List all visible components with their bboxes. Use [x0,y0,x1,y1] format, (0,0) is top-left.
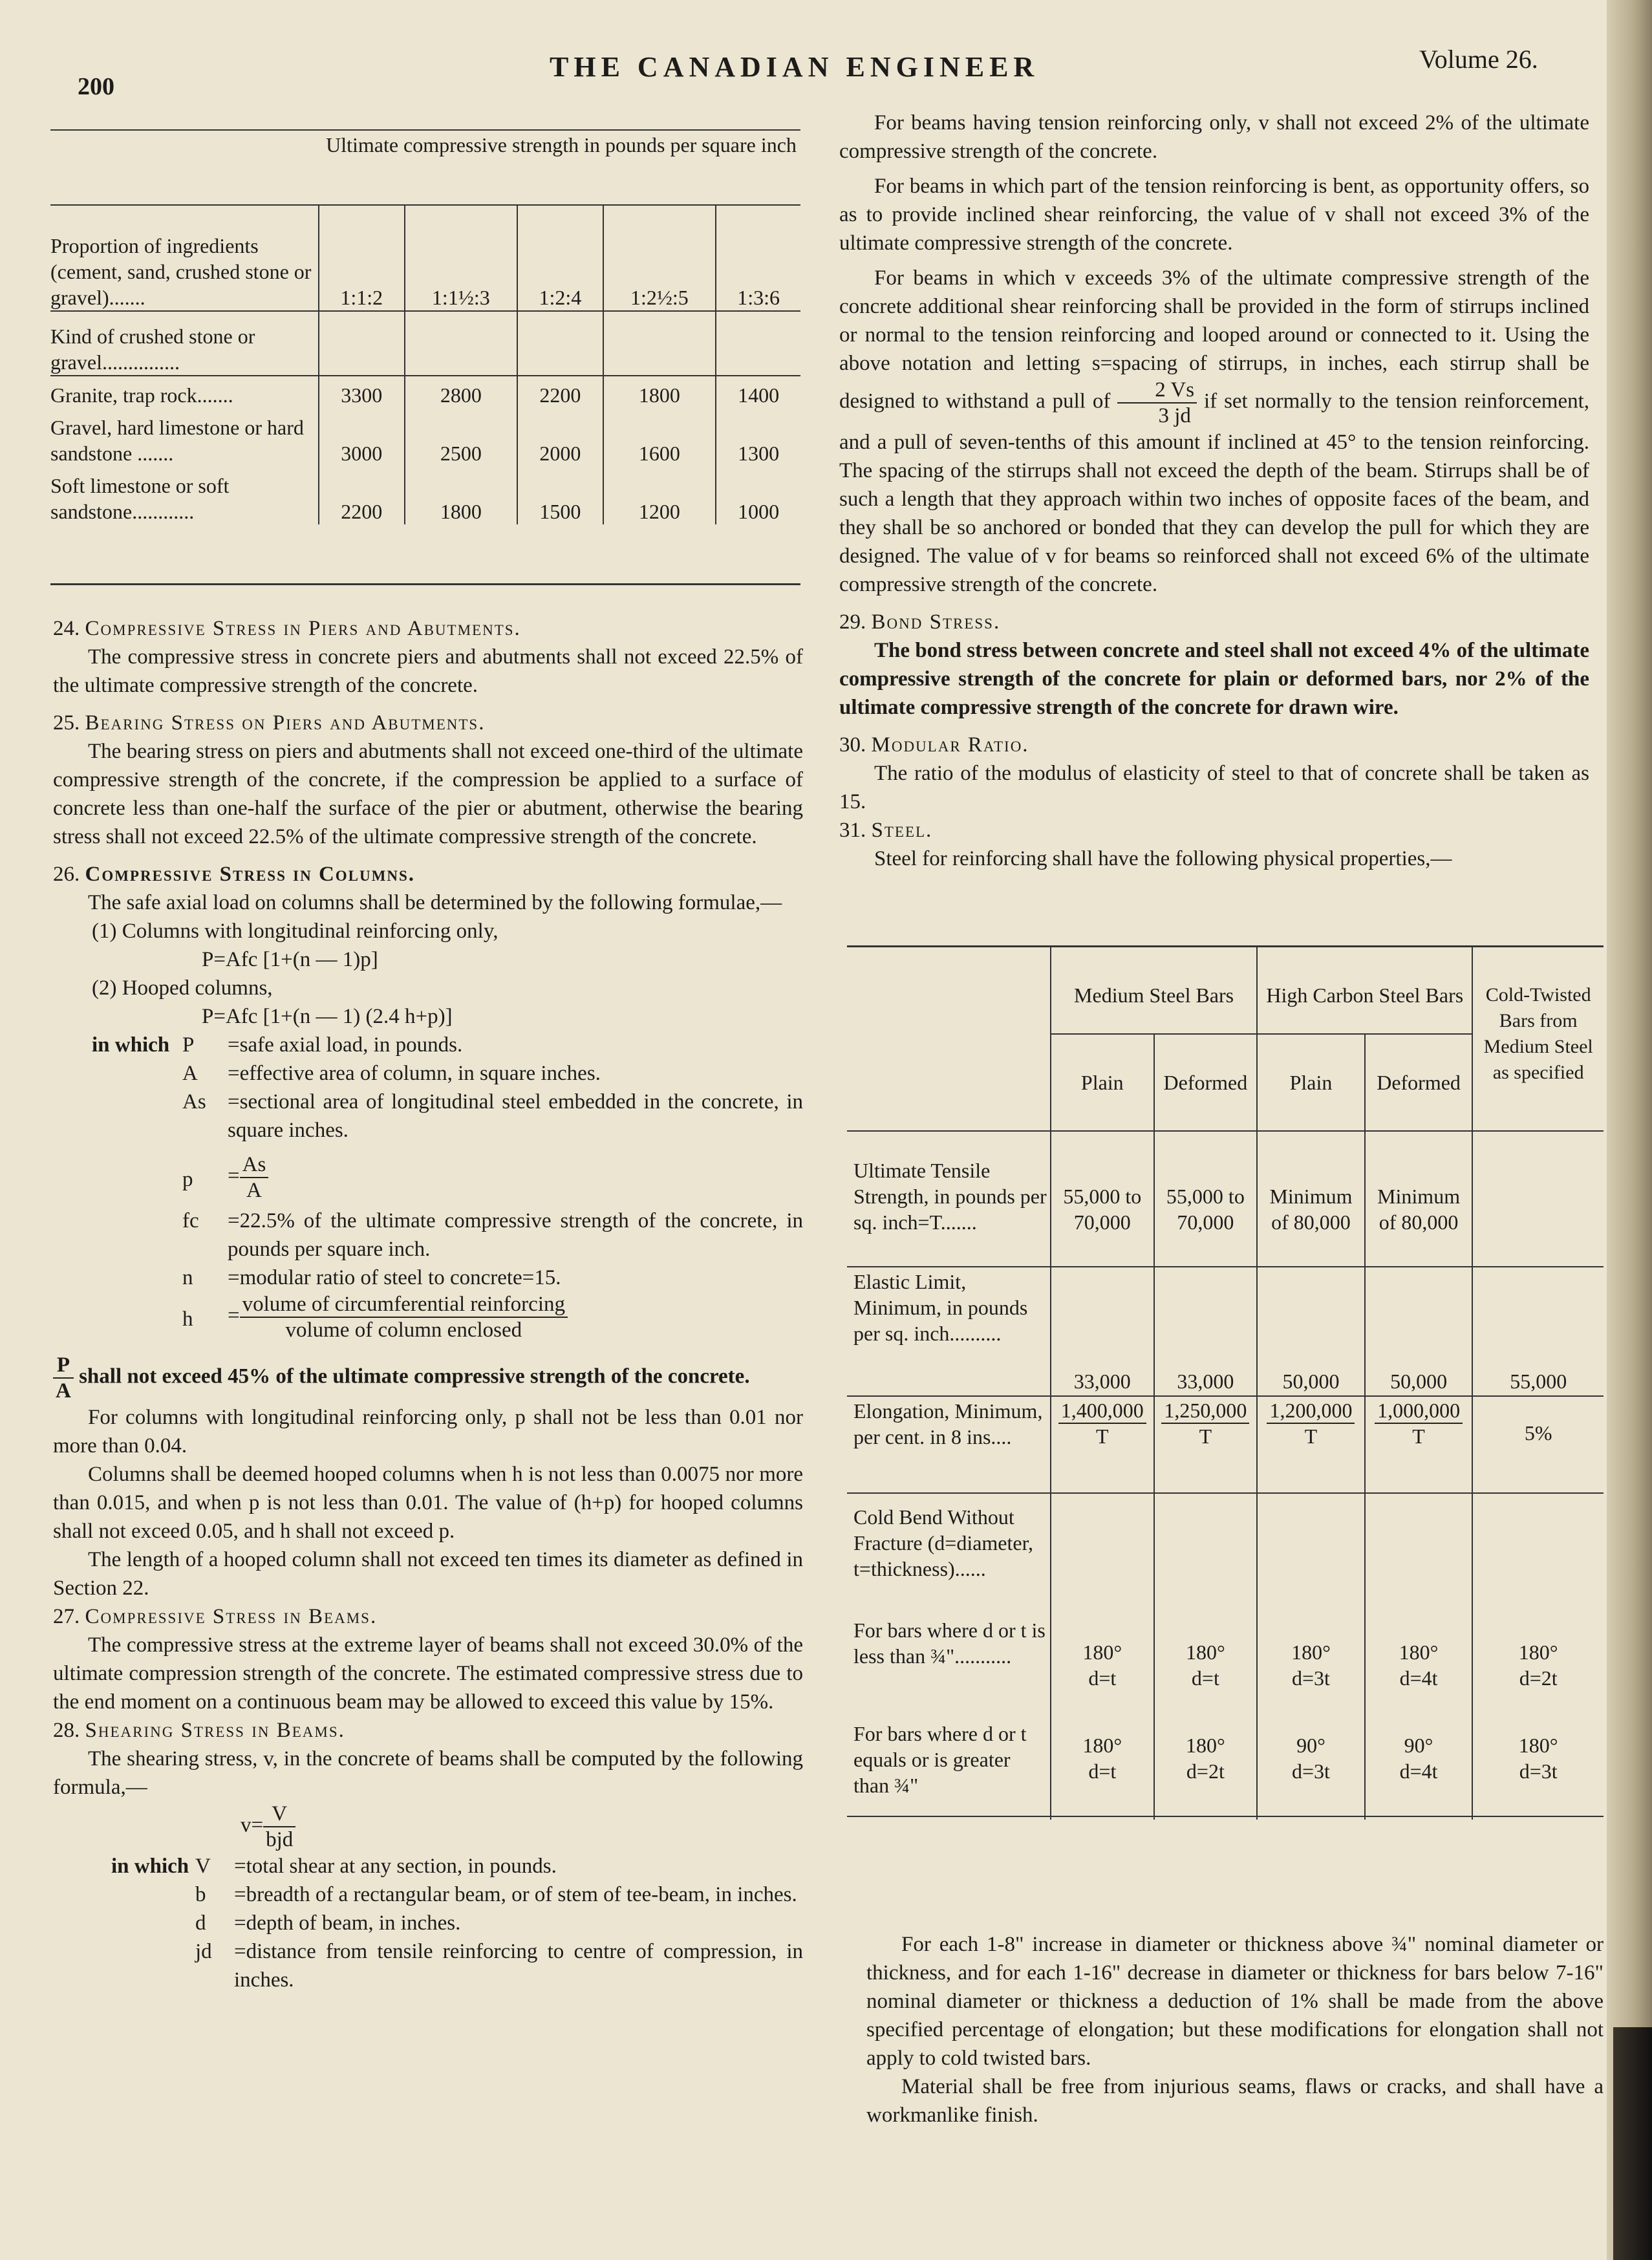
section-title: Steel. [871,819,933,842]
table-header-cell: 1:1:2 [319,205,405,311]
paragraph: Material shall be free from injurious seams, flaws or cracks, and shall have a workmanlike finish. [866,2075,1604,2127]
definition: =safe axial load, in pounds. [228,1033,463,1057]
paragraph: The compressive stress at the extreme layer of beams shall not exceed 30.0% of the ultimate compression strength of the concrete. The estimated compressive stress due to the end moment on a continuous beam may be allowed to exceed this value by 15%. [53,1633,803,1714]
table-cell: 55,000 [1472,1267,1604,1396]
row-label: For bars where d or t is less than ¾"........... [853,1619,1046,1668]
formula-label: (2) Hooped columns, [92,976,273,1000]
kind-label: Kind of crushed stone or gravel............... [50,311,319,376]
right-column [839,109,1589,873]
table-cell: 5% [1472,1396,1604,1493]
bend-cell: 180° d=3t [1257,1616,1365,1719]
paragraph: For beams in which v exceeds 3% of the ultimate compressive strength of the concrete additional shear reinforcing shall be provided in the form of stirrups inclined or normal to the tension reinforcing and looped around or connected to it. Using the above notation and letting s=spacing of stirrups, in inches, each stirrup shall be designed to withstand a pull of $\frac{2 Vs}{3 jd}$ if set normally to the tension reinforcement, and a pull of seven-tenths of this amount if inclined at 45° to the tension reinforcing. The spacing of the stirrups shall not exceed the depth of the beam. Stirrups shall be of such a length that they approach within two inches of opposite faces of the beam, and they shall be so anchored or bonded that they can develop the pull for which they are designed. The value of v for beams so reinforced shall not exceed 6% of the ultimate compressive strength of the concrete. [839,266,1590,596]
table-cell: 33,000 [1051,1267,1154,1396]
table-cell [1365,1493,1473,1616]
bend-cell: 90° d=3t [1257,1719,1365,1816]
definition: =total shear at any section, in pounds. [234,1855,557,1878]
left-column [53,614,803,1994]
table-cell: Minimum of 80,000 [1365,1131,1473,1267]
table-rule [50,129,800,131]
row-label: Cold Bend Without Fracture (d=diameter, t=thickness)...... [847,1493,1051,1616]
symbol: b [195,1883,206,1906]
table-cell: 3300 [319,376,405,408]
proportion-label: Proportion of ingredients (cement, sand, crushed stone or gravel)....... [50,205,319,311]
table-cell: 1600 [603,408,716,466]
header-plain: Plain [1051,1034,1154,1131]
bend-cell: 180° d=4t [1365,1616,1473,1719]
definition: =breadth of a rectangular beam, or of stem of tee-beam, in inches. [234,1883,797,1906]
symbol: As [182,1090,206,1114]
elong-cell [1051,1396,1154,1493]
header-deformed: Deformed [1365,1034,1473,1131]
in-which-label: in which [111,1855,189,1878]
symbol: V [195,1855,211,1878]
paragraph: The ratio of the modulus of elasticity of steel to that of concrete shall be taken as 15. [839,762,1589,813]
section-heading [53,1602,803,1631]
table-cell: Minimum of 80,000 [1257,1131,1365,1267]
section-heading [53,709,803,737]
elong-cell [1154,1396,1258,1493]
paragraph: The shearing stress, v, in the concrete of beams shall be computed by the following formula,— [53,1747,803,1799]
table-cell: 3000 [319,408,405,466]
definition: =modular ratio of steel to concrete=15. [228,1266,561,1289]
row-label: Ultimate Tensile Strength, in pounds per sq. inch=T....... [847,1131,1051,1267]
paragraph: Steel for reinforcing shall have the following physical properties,— [874,847,1452,870]
table-row-label: Granite, trap rock....... [50,376,319,408]
definition: =22.5% of the ultimate compressive strength of the concrete, in pounds per square inch. [228,1209,803,1261]
header-medium-steel: Medium Steel Bars [1051,950,1257,1034]
table-cell: 1300 [716,408,800,466]
table-cell [319,311,405,376]
paragraph: For each 1-8" increase in diameter or thickness above ¾" nominal diameter or thickness, and for each 1-16" decrease in diameter or thickness for bars below 7-16" nominal diameter or thickness a deduction of 1% shall be made from the above specified percentage of elongation; but these modifications for elongation shall not apply to cold twisted bars. [866,1933,1604,2070]
elong-cell [1257,1396,1365,1493]
row-label: Elastic Limit, Minimum, in pounds per sq. inch.......... [847,1267,1051,1396]
paragraph: The length of a hooped column shall not exceed ten times its diameter as defined in Section 22. [53,1548,803,1600]
section-heading [53,614,803,643]
section-heading [839,731,1589,759]
symbol: jd [195,1940,212,1963]
table-cell: 50,000 [1365,1267,1473,1396]
table-header-cell: 1:3:6 [716,205,800,311]
definition: =distance from tensile reinforcing to centre of compression, in inches. [234,1940,803,1992]
header-cold-twisted: Cold-Twisted Bars from Medium Steel as specified [1472,950,1604,1131]
section-title: Compressive Stress in Piers and Abutments. [85,617,521,640]
table-cell: 33,000 [1154,1267,1258,1396]
table-cell: 55,000 to 70,000 [1154,1131,1258,1267]
definition: =depth of beam, in inches. [234,1911,461,1935]
volume-label: Volume 26. [1419,45,1538,74]
table-cell: 2000 [517,408,603,466]
definition: = $\frac{\text{volume of circumferential reinforcing}}{\text{volume of column enclosed}}$ [228,1292,803,1346]
table-cell: 2200 [319,466,405,524]
table-footnote [866,1930,1604,2129]
table-cell [1154,1493,1258,1616]
bend-cell: 180° d=t [1051,1719,1154,1816]
in-which-label: in which [92,1033,170,1057]
page-edge-shadow [1613,2027,1652,2260]
table-cell [847,1034,1051,1131]
page-number: 200 [78,73,114,100]
table-caption: Ultimate compressive strength in pounds per square inch [326,133,797,156]
section-title: Bearing Stress on Piers and Abutments. [85,711,486,735]
section-heading [839,608,1589,636]
table-header-cell: 1:2:4 [517,205,603,311]
table-row-label: Gravel, hard limestone or hard sandstone ....... [50,416,304,465]
table-cell: 55,000 to 70,000 [1051,1131,1154,1267]
fraction: $\frac{1,250,000}{T}$ [1161,1398,1249,1448]
paragraph: Columns shall be deemed hooped columns when h is not less than 0.0075 nor more than 0.015, and when p is not less than 0.01. The value of (h+p) for hooped columns shall not exceed 0.05, and h shall not exceed p. [53,1463,803,1543]
table-row-label: Soft limestone or soft sandstone............ [50,474,230,523]
section-heading [53,1716,803,1745]
bend-cell: 180° d=t [1051,1616,1154,1719]
symbol: A [182,1062,198,1085]
table-cell: 1200 [603,466,716,524]
table-cell [1051,1493,1154,1616]
definition: =effective area of column, in square inches. [228,1062,601,1085]
section-title: Modular Ratio. [871,733,1029,757]
formula: P=Afc [1+(n — 1) (2.4 h+p)] [202,1005,453,1028]
header-plain: Plain [1257,1034,1365,1131]
row-label: Elongation, Minimum, per cent. in 8 ins.... [847,1396,1051,1493]
ratio-statement: $\frac{P}{A}$ shall not exceed 45% of the ultimate compressive strength of the concrete. [53,1353,803,1403]
paragraph: For columns with longitudinal reinforcing only, p shall not be less than 0.01 nor more than 0.04. [53,1406,803,1458]
section-number: 24. [53,617,80,640]
table-cell [1472,1493,1604,1616]
section-number: 28. [53,1719,80,1742]
section-number: 25. [53,711,80,735]
bend-cell: 180° d=2t [1154,1719,1258,1816]
header-high-carbon: High Carbon Steel Bars [1257,950,1472,1034]
definition: = $\frac{As}{A}$ [228,1152,803,1207]
elong-cell [1365,1396,1473,1493]
table-cell: 1800 [603,376,716,408]
section-title: Shearing Stress in Beams. [85,1719,345,1742]
formula: P=Afc [1+(n — 1)p] [202,948,378,971]
section-number: 30. [839,733,866,757]
definition: =sectional area of longitudinal steel embedded in the concrete, in square inches. [228,1090,803,1142]
section-title: Compressive Stress in Columns. [85,863,415,886]
paragraph: The safe axial load on columns shall be determined by the following formulae,— [88,891,782,914]
table-cell: 2500 [405,408,518,466]
table-cell: 1400 [716,376,800,408]
header-deformed: Deformed [1154,1034,1258,1131]
paragraph: For beams in which part of the tension reinforcing is bent, as opportunity offers, so as to provide inclined shear reinforcing, the value of v shall not exceed 3% of the ultimate compressive strength of the concrete. [839,175,1589,255]
section-number: 31. [839,819,866,842]
fraction: $\frac{P}{A}$ [53,1353,74,1403]
paragraph: For beams having tension reinforcing only, v shall not exceed 2% of the ultimate compressive strength of the concrete. [839,111,1589,163]
table-cell: 2200 [517,376,603,408]
page-edge [1607,0,1652,2260]
table-cell [517,311,603,376]
bend-cell: 180° d=t [1154,1616,1258,1719]
symbol: n [182,1266,193,1289]
definition-list [53,1852,803,1994]
paragraph: The bearing stress on piers and abutments shall not exceed one-third of the ultimate compressive strength of the concrete, if the compression be applied to a surface of concrete less than one-half the surface of the pier or abutment, otherwise the bearing stress shall not exceed 22.5% of the ultimate compressive strength of the concrete. [53,740,803,848]
fraction: $\frac{V}{\text{bjd}}$ [263,1802,295,1852]
formula: v= $\frac{V}{\text{bjd}}$ [53,1802,803,1852]
symbol: h [182,1308,193,1331]
definition-list [53,1031,803,1346]
symbol: fc [182,1209,199,1232]
paragraph: The bond stress between concrete and steel shall not exceed 4% of the ultimate compressive strength of the concrete for plain or deformed bars, nor 2% of the ultimate compressive strength of the concrete for drawn wire. [839,639,1589,719]
formula-label: (1) Columns with longitudinal reinforcing only, [92,920,499,943]
fraction: $\frac{2 Vs}{3 jd}$ [1117,378,1197,428]
table-rule [50,583,800,585]
fraction: $\frac{1,200,000}{T}$ [1267,1398,1355,1448]
paragraph: The compressive stress in concrete piers and abutments shall not exceed 22.5% of the ultimate compressive strength of the concrete. [53,645,803,697]
fraction: $\frac{1,000,000}{T}$ [1375,1398,1463,1448]
table-cell [847,950,1051,1034]
table-cell: 1500 [517,466,603,524]
section-number: 29. [839,610,866,634]
fraction: $\frac{1,400,000}{T}$ [1058,1398,1146,1448]
bend-cell: 180° d=2t [1472,1616,1604,1719]
journal-title: THE CANADIAN ENGINEER [550,51,1040,83]
table-cell [1472,1131,1604,1267]
table-header-cell: 1:2½:5 [603,205,716,311]
table-cell: 50,000 [1257,1267,1365,1396]
symbol: d [195,1911,206,1935]
bend-cell: 90° d=4t [1365,1719,1473,1816]
section-number: 26. [53,863,80,886]
symbol: P [182,1033,195,1057]
fraction: $\frac{As}{A}$ [240,1152,269,1203]
section-title: Bond Stress. [871,610,1001,634]
symbol: p [182,1168,193,1191]
row-label: For bars where d or t equals or is greater than ¾" [853,1722,1027,1797]
table-cell: 1800 [405,466,518,524]
table-cell [603,311,716,376]
bend-cell: 180° d=3t [1472,1719,1604,1816]
section-number: 27. [53,1605,80,1628]
table-cell [405,311,518,376]
fraction: $\frac{\text{volume of circumferential reinforcing}}{\text{volume of column enclosed}}$ [240,1292,568,1342]
table-header-cell: 1:1½:3 [405,205,518,311]
section-heading [839,816,1589,845]
table-cell: 1000 [716,466,800,524]
section-heading [53,860,803,888]
section-title: Compressive Stress in Beams. [85,1605,378,1628]
steel-properties-table [847,945,1604,1820]
table-cell [716,311,800,376]
table-cell [1257,1493,1365,1616]
table-cell: 2800 [405,376,518,408]
